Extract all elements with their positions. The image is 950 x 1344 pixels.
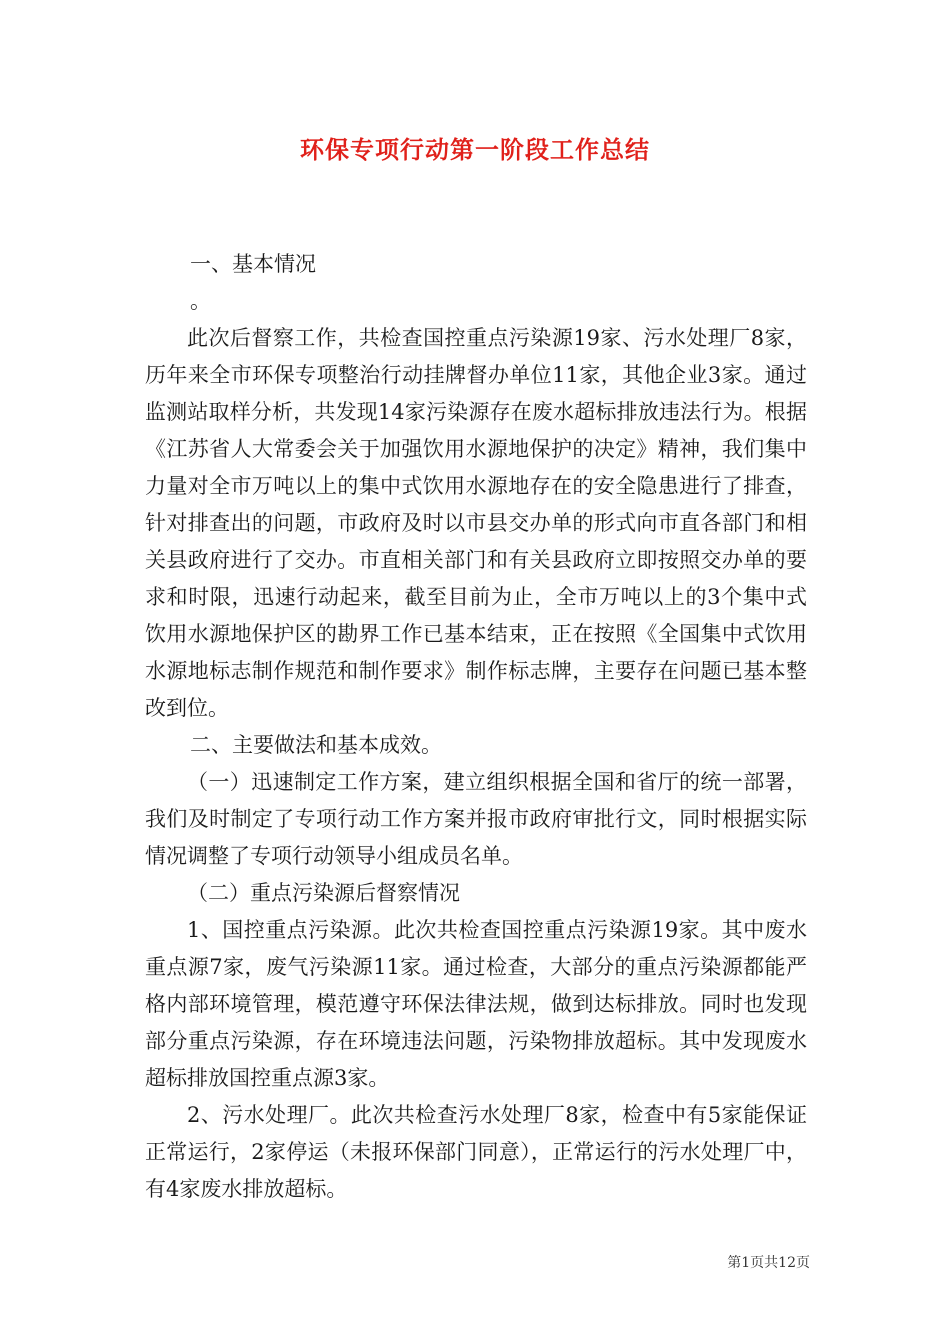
subheading-key-pollution-sources: （二）重点污染源后督察情况 bbox=[187, 881, 460, 905]
paragraph-sewage-plants: 2、污水处理厂。此次共检查污水处理厂8家，检查中有5家能保证正常运行，2家停运（未报环保部门同意），正常运行的污水处理厂中，有4家废水排放超标。 bbox=[145, 1103, 807, 1201]
paragraph-work-plan: （一）迅速制定工作方案，建立组织根据全国和省厅的统一部署，我们及时制定了专项行动工作方案并报市政府审批行文，同时根据实际情况调整了专项行动领导小组成员名单。 bbox=[145, 770, 807, 868]
paragraph-inspection-overview: 此次后督察工作，共检查国控重点污染源19家、污水处理厂8家，历年来全市环保专项整治行动挂牌督办单位11家，其他企业3家。通过监测站取样分析，共发现14家污染源存在废水超标排放违法行为。根据《江苏省人大常委会关于加强饮用水源地保护的决定》精神，我们集中力量对全市万吨以上的集中式饮用水源地存在的安全隐患进行了排查，针对排查出的问题，市政府及时以市县交办单的形式向市直各部门和相关县政府进行了交办。市直相关部门和有关县政府立即按照交办单的要求和时限，迅速行动起来，截至目前为止，全市万吨以上的3个集中式饮用水源地保护区的勘界工作已基本结束，正在按照《全国集中式饮用水源地标志制作规范和制作要求》制作标志牌，主要存在问题已基本整改到位。 bbox=[145, 326, 807, 720]
page-number: 第1页共12页 bbox=[727, 1255, 810, 1271]
stray-punctuation: 。 bbox=[190, 289, 211, 313]
section-heading-basic-situation: 一、基本情况 bbox=[190, 252, 316, 276]
document-body bbox=[145, 246, 807, 1208]
section-heading-main-practices: 二、主要做法和基本成效。 bbox=[190, 733, 442, 757]
paragraph-national-key-sources: 1、国控重点污染源。此次共检查国控重点污染源19家。其中废水重点源7家，废气污染源11家。通过检查，大部分的重点污染源都能严格内部环境管理，模范遵守环保法律法规，做到达标排放。同时也发现部分重点污染源，存在环境违法问题，污染物排放超标。其中发现废水超标排放国控重点源3家。 bbox=[145, 918, 807, 1090]
document-title: 环保专项行动第一阶段工作总结 bbox=[300, 135, 650, 164]
